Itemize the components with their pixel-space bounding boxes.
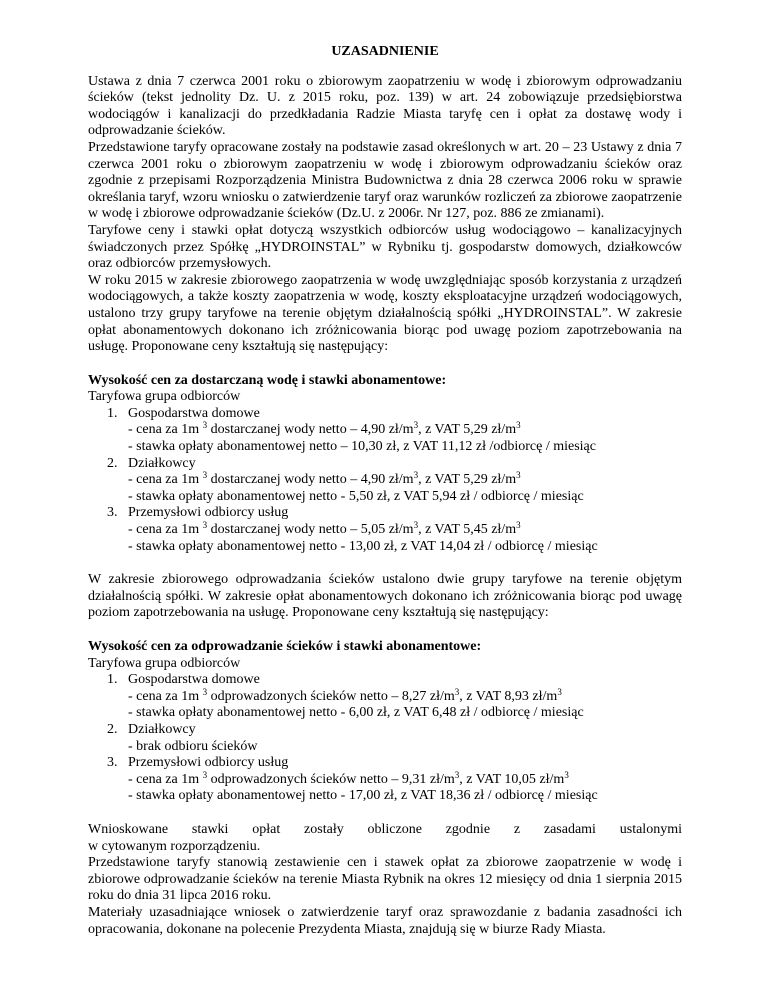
- intro-paragraph-1: Ustawa z dnia 7 czerwca 2001 roku o zbiorowym zaopatrzeniu w wodę i zbiorowym odprowadzaniu ścieków (tekst jednolity Dz. U. z 2015 roku, poz. 139) w art. 24 zobowiązuje przedsiębiorstwa wodociągów i kanalizacji do przedkładania Radzie Miasta taryfę cen i opłat za dostawę wody i odprowadzanie ścieków.: [88, 73, 682, 139]
- tariff-line: - stawka opłaty abonamentowej netto - 17,00 zł, z VAT 18,36 zł / odbiorcę / miesiąc: [128, 788, 598, 804]
- water-tariff-list: [88, 406, 682, 555]
- tariff-line: - stawka opłaty abonamentowej netto - 5,50 zł, z VAT 5,94 zł / odbiorcę / miesiąc: [128, 488, 584, 504]
- list-number: 2.: [107, 721, 118, 737]
- closing-paragraph-3: Materiały uzasadniające wniosek o zatwierdzenie taryf oraz sprawozdanie z badania zasadności ich opracowania, dokonane na polecenie Prezydenta Miasta, znajdują się w biurze Rady Miasta.: [88, 904, 682, 937]
- sewage-group-label: Taryfowa grupa odbiorców: [88, 655, 241, 671]
- closing-line-2: w cytowanym rozporządzeniu.: [88, 838, 261, 854]
- tariff-line: - cena za 1m $^3$ odprowadzonych ścieków netto – 9,31 $zł/m^3$, z VAT 10,05 $zł/m^3$: [128, 769, 569, 787]
- closing-word: zostały: [304, 821, 344, 837]
- sewage-tariff-list: [88, 672, 682, 805]
- sewage-group-2: [88, 722, 682, 739]
- tariff-line: - stawka opłaty abonamentowej netto - 13,00 zł, z VAT 14,04 zł / odbiorcę / miesiąc: [128, 538, 598, 554]
- sewage-intro-paragraph: W zakresie zbiorowego odprowadzania ścieków ustalono dwie grupy taryfowe na terenie objętym działalnością spółki. W zakresie opłat abonamentowych dokonano ich zróżnicowania biorąc pod uwagę poziom zapotrzebowania na usługę. Proponowane ceny kształtują się następujący:: [88, 572, 682, 621]
- list-number: 3.: [107, 505, 118, 521]
- water-heading: Wysokość cen za dostarczaną wodę i stawki abonamentowe:: [88, 372, 447, 388]
- tariff-line: - cena za 1m $^3$ dostarczanej wody netto – 5,05 $zł/m^3$, z VAT 5,45 $zł/m^3$: [128, 520, 521, 538]
- closing-word: opłat: [252, 821, 281, 837]
- list-number: 3.: [107, 755, 118, 771]
- water-group-3: [88, 505, 682, 522]
- closing-word: Wnioskowane: [88, 821, 169, 837]
- group-name: Przemysłowi odbiorcy usług: [128, 755, 289, 771]
- closing-word: ustalonymi: [619, 821, 682, 837]
- tariff-line: - stawka opłaty abonamentowej netto – 10,30 zł, z VAT 11,12 zł /odbiorcę / miesiąc: [128, 439, 596, 455]
- closing-paragraph-2: Przedstawione taryfy stanowią zestawienie cen i stawek opłat za zbiorowe zaopatrzenie w wodę i zbiorowe odprowadzanie ścieków na terenie Miasta Rybnik na okres 12 miesięcy od dnia 1 sierpnia 2015 roku do dnia 31 lipca 2016 roku.: [88, 855, 682, 904]
- tariff-line: - cena za 1m $^3$ odprowadzonych ścieków netto – 8,27 $zł/m^3$, z VAT 8,93 $zł/m^3$: [128, 686, 562, 704]
- list-number: 1.: [107, 405, 118, 421]
- group-name: Przemysłowi odbiorcy usług: [128, 505, 289, 521]
- document-body: [88, 44, 682, 938]
- intro-section: [88, 74, 682, 356]
- intro-paragraph-3: Taryfowe ceny i stawki opłat dotyczą wszystkich odbiorców usług wodociągowo – kanalizacyjnych świadczonych przez Spółkę „HYDROINSTAL” w Rybniku tj. gospodarstw domowych, działkowców oraz odbiorców przemysłowych.: [88, 222, 682, 272]
- water-group-1: [88, 406, 682, 423]
- tariff-line: - brak odbioru ścieków: [128, 738, 258, 754]
- closing-word: zgodnie: [445, 821, 491, 837]
- list-number: 1.: [107, 672, 118, 688]
- intro-paragraph-4: W roku 2015 w zakresie zbiorowego zaopatrzenia w wodę uwzględniając sposób korzystania z urządzeń wodociągowych, a także koszty zaopatrzenia w wodę, koszty eksploatacyjne urządzeń wodociągowych, ustalono trzy grupy taryfowe na terenie objętym działalnością spółki „HYDROINSTAL”. W zakresie opłat abonamentowych dokonano ich zróżnicowania biorąc pod uwagę poziom zapotrzebowania na usługę. Proponowane ceny kształtują się następujący:: [88, 272, 682, 355]
- sewage-group-3: [88, 755, 682, 772]
- tariff-line: - stawka opłaty abonamentowej netto - 6,00 zł, z VAT 6,48 zł / odbiorcę / miesiąc: [128, 705, 584, 721]
- closing-word: obliczone: [367, 821, 422, 837]
- group-name: Działkowcy: [128, 455, 196, 471]
- sewage-group-1: [88, 672, 682, 689]
- tariff-line: - cena za 1m $^3$ dostarczanej wody netto – 4,90 $zł/m^3$, z VAT 5,29 $zł/m^3$: [128, 470, 521, 488]
- closing-word: zasadami: [543, 821, 596, 837]
- group-name: Działkowcy: [128, 721, 196, 737]
- closing-first-line: [88, 822, 682, 839]
- document-title: UZASADNIENIE: [331, 44, 439, 59]
- water-group-2: [88, 456, 682, 473]
- water-group-label: Taryfowa grupa odbiorców: [88, 389, 241, 405]
- closing-word: stawki: [191, 821, 229, 837]
- sewage-heading: Wysokość cen za odprowadzanie ścieków i stawki abonamentowe:: [88, 639, 482, 654]
- intro-paragraph-2: Przedstawione taryfy opracowane zostały na podstawie zasad określonych w art. 20 – 23 Ustawy z dnia 7 czerwca 2001 roku o zbiorowym zaopatrzeniu w wodę i zbiorowym odprowadzaniu ścieków oraz zgodnie z przepisami Rozporządzenia Ministra Budownictwa z dnia 28 czerwca 2006 roku w sprawie określania taryf, wzoru wniosku o zatwierdzenie taryf oraz warunków rozliczeń za zbiorowe zaopatrzenie w wodę i zbiorowe odprowadzanie ścieków (Dz.U. z 2006r. Nr 127, poz. 886 ze zmianami).: [88, 139, 682, 222]
- group-name: Gospodarstwa domowe: [128, 405, 260, 421]
- list-number: 2.: [107, 455, 118, 471]
- closing-word: z: [513, 821, 521, 837]
- group-name: Gospodarstwa domowe: [128, 672, 260, 688]
- tariff-line: - cena za 1m $^3$ dostarczanej wody netto – 4,90 $zł/m^3$, z VAT 5,29 $zł/m^3$: [128, 420, 521, 438]
